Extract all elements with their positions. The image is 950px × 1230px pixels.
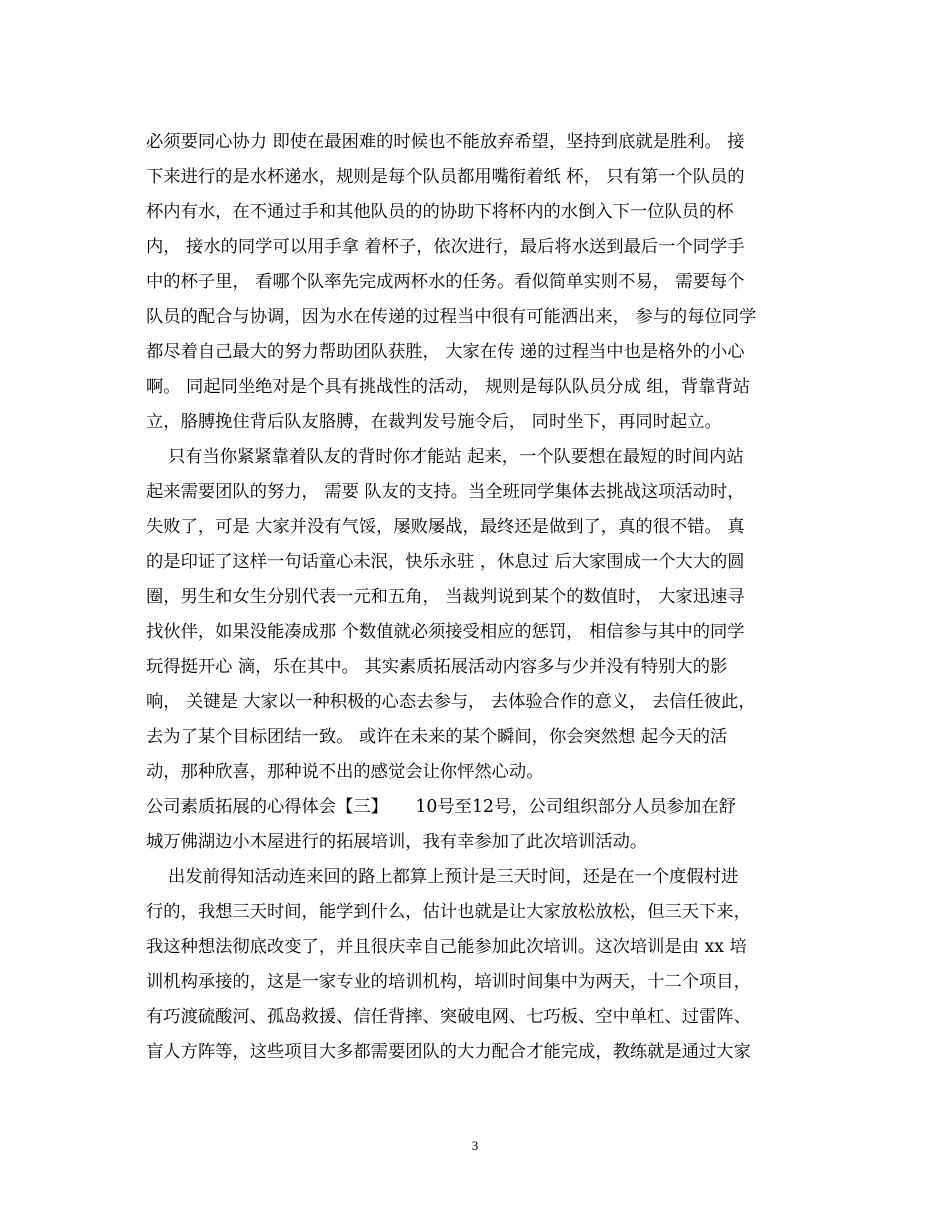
text-line: 我这种想法彻底改变了，并且很庆幸自己能参加此次培训。这次培训是由 xx 培 — [146, 937, 747, 957]
text-line: 只有当你紧紧靠着队友的背时你才能站 起来，一个队要想在最短的时间内站 — [146, 447, 744, 467]
page-number: 3 — [471, 1138, 479, 1153]
text-line: 都尽着自己最大的努力帮助团队获胜， 大家在传 递的过程当中也是格外的小心 — [146, 342, 745, 362]
text-line: 杯内有水，在不通过手和其他队员的的协助下将杯内的水倒入下一位队员的杯 — [146, 202, 734, 222]
text-line: 必须要同心协力 即使在最困难的时候也不能放弃希望，坚持到底就是胜利。 接 — [146, 132, 745, 152]
text-line: 下来进行的是水杯递水，规则是每个队员都用嘴衔着纸 杯， 只有第一个队员的 — [146, 167, 745, 187]
text-line: 训机构承接的，这是一家专业的培训机构，培训时间集中为两天，十二个项目， — [146, 972, 751, 992]
text-line: 动，那种欣喜，那种说不出的感觉会让你怦然心动。 — [146, 762, 544, 782]
text-line: 起来需要团队的努力， 需要 队友的支持。当全班同学集体去挑战这项活动时， — [146, 482, 745, 502]
text-line: 找伙伴，如果没能凑成那 个数值就必须接受相应的惩罚， 相信参与其中的同学 — [146, 622, 745, 642]
text-line: 玩得挺开心 滴，乐在其中。 其实素质拓展活动内容多与少并没有特别大的影 — [146, 657, 728, 677]
text-line: 去为了某个目标团结一致。 或许在未来的某个瞬间，你会突然想 起今天的活 — [146, 727, 728, 747]
text-line: 立，胳膊挽住背后队友胳膊，在裁判发号施令后， 同时坐下，再同时起立。 — [146, 412, 722, 432]
section-heading-line: 公司素质拓展的心得体会【三】 10号至12号，公司组织部分人员参加在舒 — [146, 797, 736, 817]
text-line: 队员的配合与协调，因为水在传递的过程当中很有可能洒出来， 参与的每位同学 — [146, 307, 757, 327]
text-line: 盲人方阵等，这些项目大多都需要团队的大力配合才能完成，教练就是通过大家 — [146, 1042, 751, 1062]
text-line: 内， 接水的同学可以用手拿 着杯子，依次进行，最后将水送到最后一个同学手 — [146, 237, 745, 257]
text-line: 行的，我想三天时间，能学到什么，估计也就是让大家放松放松，但三天下来， — [146, 902, 751, 922]
text-line: 的是印证了这样一句话童心未泯，快乐永驻 ，休息过 后大家围成一个大大的圆 — [146, 552, 745, 572]
text-line: 中的杯子里， 看哪个队率先完成两杯水的任务。看似简单实则不易， 需要每个 — [146, 272, 745, 292]
text-line: 有巧渡硫酸河、孤岛救援、信任背摔、突破电网、七巧板、空中单杠、过雷阵、 — [146, 1007, 751, 1027]
text-line: 城万佛湖边小木屋进行的拓展培训，我有幸参加了此次培训活动。 — [146, 832, 648, 852]
text-line: 失败了，可是 大家并没有气馁，屡败屡战，最终还是做到了，真的很不错。 真 — [146, 517, 745, 537]
text-line: 圈，男生和女生分别代表一元和五角， 当裁判说到某个的数值时， 大家迅速寻 — [146, 587, 745, 607]
text-line: 出发前得知活动连来回的路上都算上预计是三天时间，还是在一个度假村进 — [146, 867, 739, 887]
text-line: 啊。 同起同坐绝对是个具有挑战性的活动， 规则是每队队员分成 组，背靠背站 — [146, 377, 751, 397]
text-line: 响， 关键是 大家以一种积极的心态去参与， 去体验合作的意义， 去信任彼此， — [146, 692, 756, 712]
